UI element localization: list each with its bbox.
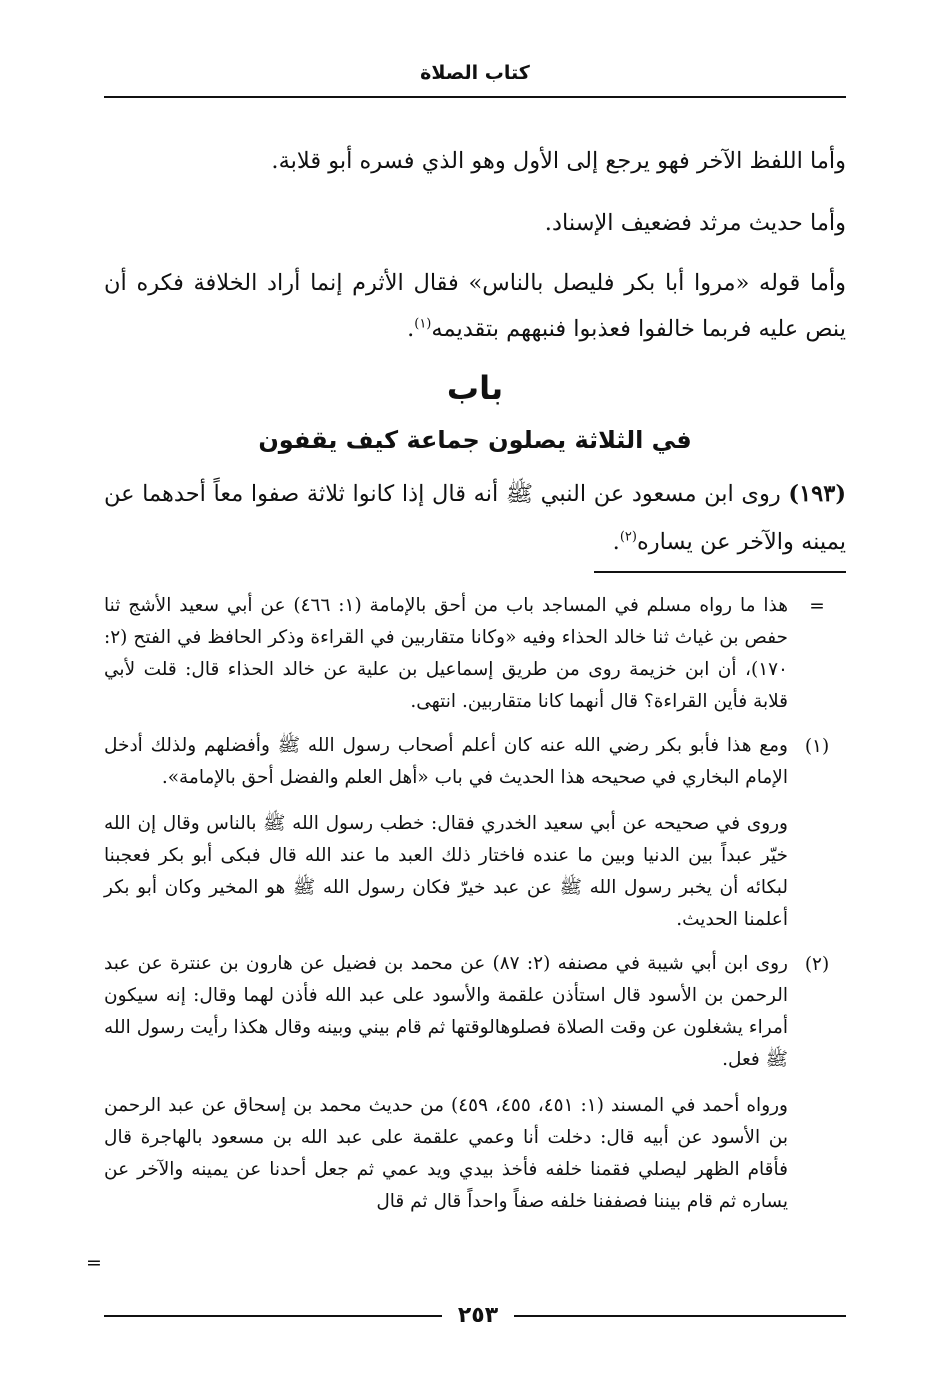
footnote-ref-2: (٢) (619, 529, 637, 545)
footnote-text: هذا ما رواه مسلم في المساجد باب من أحق بالإمامة (١: ٤٦٦) عن أبي سعيد الأشج ثنا حفص بن غياث ثنا خالد الحذاء وفيه «وكانا متقاربين في القراءة وذكر الحافظ في الفتح (٢: ١٧٠)، أن ابن خزيمة روى من طريق إسماعيل بن علية عن خالد الحذاء قال: قلت لأبي قلابة فأين القراءة؟ قال أنهما كانا متقاربين. انتهى. (104, 595, 788, 712)
footnote-2 (104, 948, 846, 1218)
footnote-marker: (٢) (804, 954, 830, 975)
footnote-text: ورواه أحمد في المسند (١: ٤٥١، ٤٥٥، ٤٥٩) من حديث محمد بن إسحاق عن عبد الرحمن بن الأسود عن أبيه قال: دخلت أنا وعمي علقمة على عبد الله بن مسعود بالهاجرة قال فأقام الظهر ليصلي فقمنا خلفه فأخذ بيدي ويد عمي ثم جعل أحدنا عن يمينه والآخر عن يساره ثم قام بيننا فصففنا خلفه صفاً واحداً قال ثم قال (104, 1095, 788, 1212)
footnote-1 (104, 730, 846, 936)
paragraph-text: وأما قوله «مروا أبا بكر فليصل بالناس» فقال الأثرم إنما أراد الخلافة فكره أن ينص عليه فربما خالفوا فعذبوا فنبههم بتقديمه (104, 270, 846, 342)
chapter-subtitle: في الثلاثة يصلون جماعة كيف يقفون (258, 426, 692, 454)
period: . (407, 316, 415, 342)
footer-rule-right (514, 1315, 846, 1317)
continuation-marker: = (86, 1252, 102, 1274)
hadith-text: روى ابن مسعود عن النبي ﷺ أنه قال إذا كانوا ثلاثة صفوا معاً أحدهما عن يمينه والآخر عن يساره (104, 481, 846, 555)
header-rule (104, 96, 846, 98)
hadith-paragraph (104, 470, 846, 566)
paragraph: وأما حديث مرثد فضعيف الإسناد. (544, 210, 846, 236)
footnote-text: وروى في صحيحه عن أبي سعيد الخدري فقال: خطب رسول الله ﷺ بالناس وقال إن الله خيّر عبداً بين الدنيا وبين ما عنده فاختار ذلك العبد ما عند الله قال فبكى أبو بكر فعجبنا لبكائه أن يخبر رسول الله ﷺ عن عبد خيرّ فكان رسول الله ﷺ هو المخير وكان أبو بكر أعلمنا الحديث. (104, 813, 788, 930)
hadith-number: (١٩٣) (788, 481, 846, 507)
paragraph (104, 260, 846, 352)
footer-rule-left (104, 1315, 442, 1317)
main-text (104, 136, 846, 363)
footnote-marker: (١) (804, 736, 830, 757)
paragraph: وأما اللفظ الآخر فهو يرجع إلى الأول وهو الذي فسره أبو قلابة. (271, 148, 846, 174)
footnotes (104, 590, 846, 1218)
hadith-block (104, 470, 846, 566)
page-number: ٢٥٣ (457, 1303, 499, 1328)
chapter-title: باب (446, 369, 504, 407)
footnote-separator (594, 571, 846, 573)
footnote-ref-1: (١) (414, 316, 432, 332)
running-header: كتاب الصلاة (420, 62, 530, 84)
period: . (612, 529, 620, 555)
footnote-text: ومع هذا فأبو بكر رضي الله عنه كان أعلم أصحاب رسول الله ﷺ وأفضلهم ولذلك أدخل الإمام البخاري في صحيحه هذا الحديث في باب «أهل العلم والفضل أحق بالإمامة». (104, 735, 788, 788)
footnote-marker: = (809, 596, 825, 617)
page-footer (104, 1296, 846, 1336)
footnote-continued (104, 590, 846, 718)
footnote-text: روى ابن أبي شيبة في مصنفه (٢: ٨٧) عن محمد بن فضيل عن هارون بن عنترة عن عبد الرحمن بن الأسود قال استأذن علقمة والأسود على عبد الله فأذن لهما وقال: إنه سيكون أمراء يشغلون عن وقت الصلاة فصلوهالوقتها ثم قام بيني وبينه وقال هكذا رأيت رسول الله ﷺ فعل. (104, 953, 788, 1070)
